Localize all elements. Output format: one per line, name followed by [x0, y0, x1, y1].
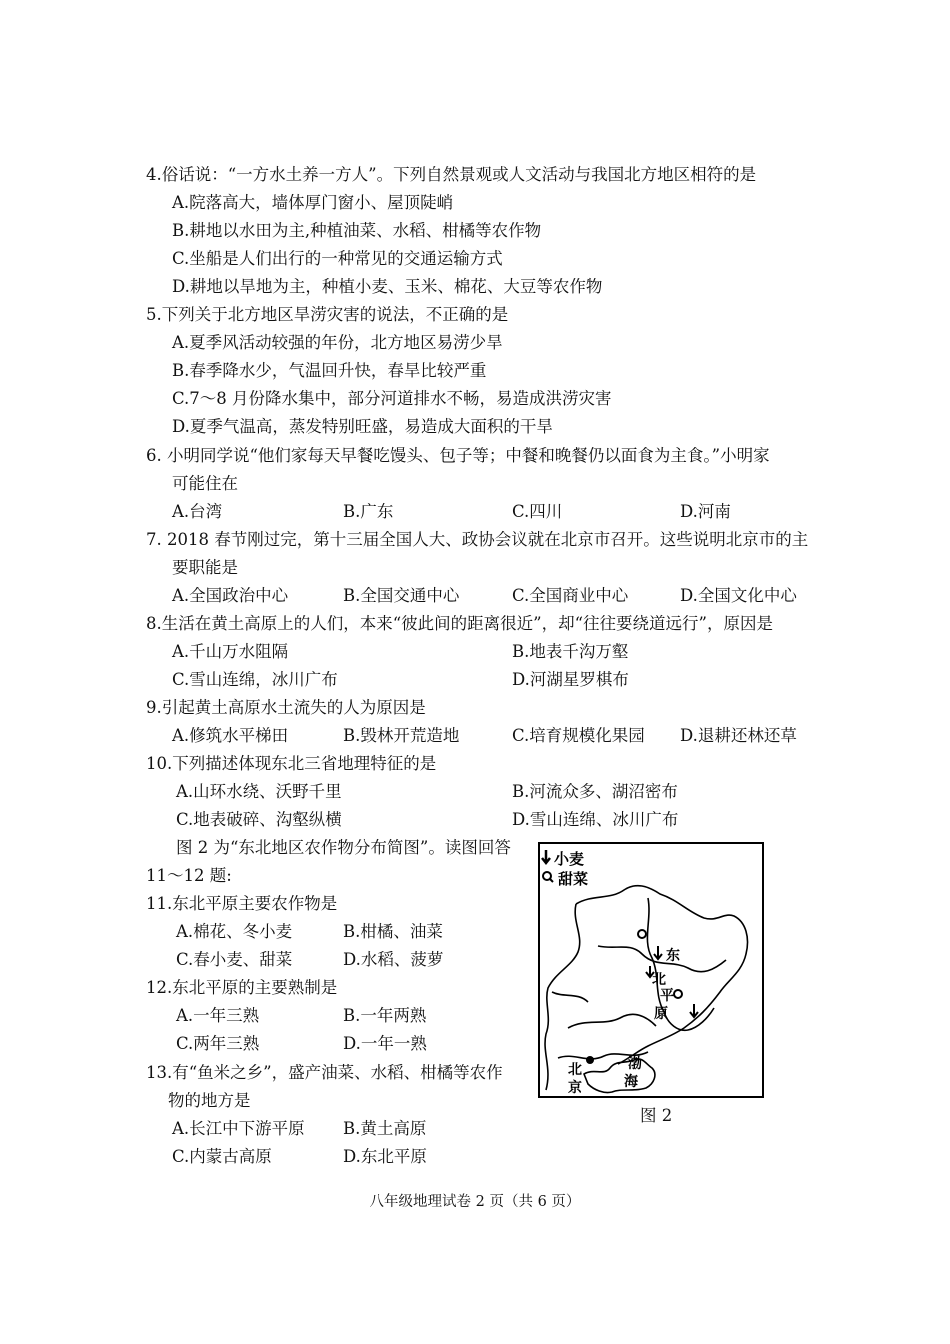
q13-option-c: C.内蒙古高原	[172, 1147, 272, 1166]
q6-option-d: D.河南	[680, 502, 731, 521]
q8-option-c: C.雪山连绵，冰川广布	[172, 670, 338, 689]
q12-option-d: D.一年一熟	[343, 1034, 427, 1053]
q9-option-a: A.修筑水平梯田	[172, 726, 289, 745]
q13-option-b: B.黄土高原	[343, 1119, 427, 1138]
q6-option-b: B.广东	[343, 502, 394, 521]
q5-option-a: A.夏季风活动较强的年份，北方地区易涝少旱	[172, 333, 503, 352]
map-label-bohai-1: 渤	[628, 1056, 642, 1072]
legend-beet: 甜菜	[558, 870, 589, 888]
q12-option-a: A.一年三熟	[176, 1006, 260, 1025]
map-label-ping: 平	[660, 988, 674, 1004]
q13-stem-line2: 物的地方是	[168, 1091, 251, 1110]
q10-option-b: B.河流众多、湖沼密布	[512, 782, 678, 801]
q6-option-a: A.台湾	[172, 502, 223, 521]
q10-option-d: D.雪山连绵、冰川广布	[512, 810, 679, 829]
q5-option-b: B.春季降水少，气温回升快，春旱比较严重	[172, 361, 487, 380]
q4-option-a: A.院落高大，墙体厚门窗小、屋顶陡峭	[172, 193, 454, 212]
q8-option-d: D.河湖星罗棋布	[512, 670, 629, 689]
page-footer: 八年级地理试卷 2 页（共 6 页）	[369, 1194, 581, 1210]
q11-option-c: C.春小麦、甜菜	[176, 950, 293, 969]
q10-option-c: C.地表破碎、沟壑纵横	[176, 810, 342, 829]
figure-intro-line2: 11～12 题:	[146, 866, 232, 885]
q5-stem: 5.下列关于北方地区旱涝灾害的说法，不正确的是	[146, 305, 509, 324]
q12-stem: 12.东北平原的主要熟制是	[146, 978, 338, 997]
q7-option-d: D.全国文化中心	[680, 586, 797, 605]
map-label-bohai-2: 海	[624, 1074, 638, 1090]
q11-stem: 11.东北平原主要农作物是	[146, 894, 338, 913]
q4-option-c: C.坐船是人们出行的一种常见的交通运输方式	[172, 249, 503, 268]
q6-option-c: C.四川	[512, 502, 563, 521]
q7-option-b: B.全国交通中心	[343, 586, 460, 605]
q7-option-a: A.全国政治中心	[172, 586, 289, 605]
q11-option-d: D.水稻、菠萝	[343, 950, 444, 969]
q9-option-b: B.毁林开荒造地	[343, 726, 460, 745]
q4-option-d: D.耕地以旱地为主，种植小麦、玉米、棉花、大豆等农作物	[172, 277, 603, 296]
q7-option-c: C.全国商业中心	[512, 586, 629, 605]
q13-stem-line1: 13.有“鱼米之乡”，盛产油菜、水稻、柑橘等农作	[146, 1063, 503, 1082]
map-label-bei: 北	[652, 972, 666, 988]
map-label-beijing-1: 北	[568, 1062, 582, 1078]
q10-stem: 10.下列描述体现东北三省地理特征的是	[146, 754, 437, 773]
q5-option-d: D.夏季气温高，蒸发特别旺盛，易造成大面积的干旱	[172, 417, 553, 436]
northeast-crop-map	[538, 842, 764, 1098]
q7-stem-line2: 要职能是	[172, 558, 238, 577]
q5-option-c: C.7～8 月份降水集中，部分河道排水不畅，易造成洪涝灾害	[172, 389, 612, 408]
q10-option-a: A.山环水绕、沃野千里	[176, 782, 342, 801]
q6-stem-line2: 可能住在	[172, 474, 238, 493]
q12-option-b: B.一年两熟	[343, 1006, 427, 1025]
q11-option-a: A.棉花、冬小麦	[176, 922, 293, 941]
q9-option-c: C.培育规模化果园	[512, 726, 645, 745]
map-label-yuan: 原	[654, 1006, 668, 1022]
q8-stem: 8.生活在黄土高原上的人们，本来“彼此间的距离很近”，却“往往要绕道远行”，原因是	[146, 614, 773, 633]
beijing-marker-icon	[586, 1056, 594, 1064]
q13-option-a: A.长江中下游平原	[172, 1119, 305, 1138]
q4-stem: 4.俗话说：“一方水土养一方人”。下列自然景观或人文活动与我国北方地区相符的是	[146, 165, 757, 184]
figure-caption: 图 2	[640, 1106, 673, 1125]
legend-wheat: 小麦	[554, 850, 585, 868]
map-label-dong: 东	[666, 948, 680, 964]
q6-stem-line1: 6. 小明同学说“他们家每天早餐吃馒头、包子等；中餐和晚餐仍以面食为主食。”小明家	[146, 446, 770, 465]
q8-option-a: A.千山万水阻隔	[172, 642, 289, 661]
q8-option-b: B.地表千沟万壑	[512, 642, 629, 661]
q9-option-d: D.退耕还林还草	[680, 726, 797, 745]
q9-stem: 9.引起黄土高原水土流失的人为原因是	[146, 698, 426, 717]
figure-intro-line1: 图 2 为“东北地区农作物分布简图”。读图回答	[176, 838, 511, 857]
q12-option-c: C.两年三熟	[176, 1034, 260, 1053]
q11-option-b: B.柑橘、油菜	[343, 922, 443, 941]
q13-option-d: D.东北平原	[343, 1147, 427, 1166]
q7-stem-line1: 7. 2018 春节刚过完，第十三届全国人大、政协会议就在北京市召开。这些说明北京市的主	[146, 530, 809, 549]
map-label-beijing-2: 京	[568, 1080, 582, 1096]
q4-option-b: B.耕地以水田为主,种植油菜、水稻、柑橘等农作物	[172, 221, 542, 240]
